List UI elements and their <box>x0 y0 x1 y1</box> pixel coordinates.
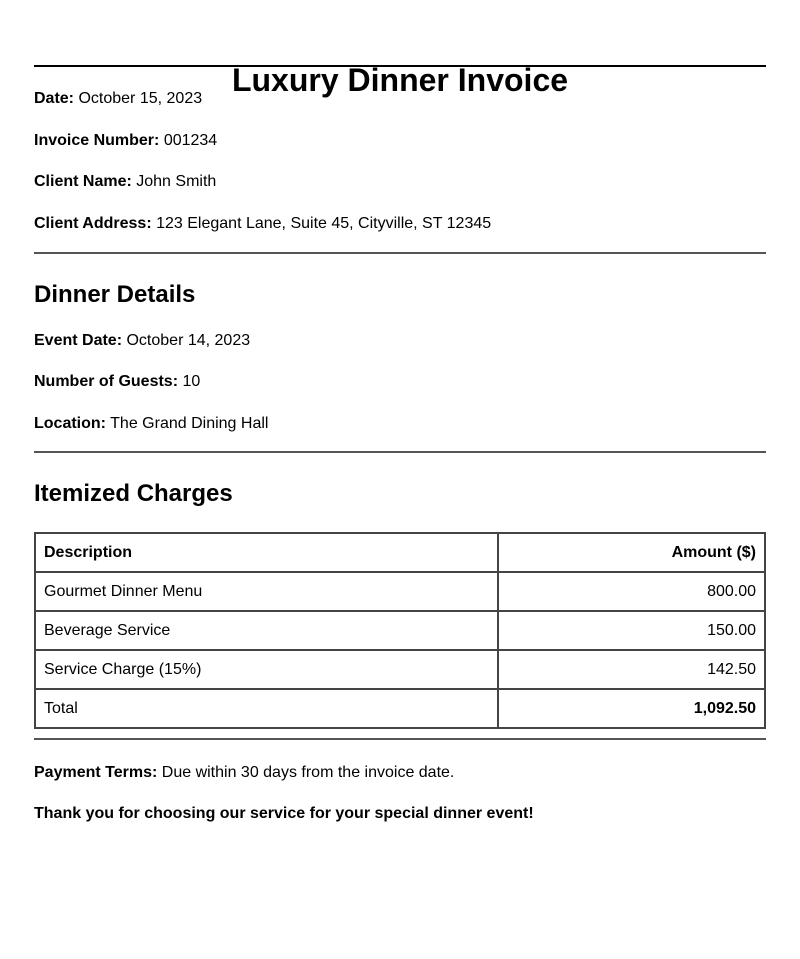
total-label: Total <box>35 689 498 728</box>
row-amount: 150.00 <box>498 611 765 650</box>
invoice-number-value: 001234 <box>163 132 218 149</box>
event-date-label: Event Date: <box>34 332 123 349</box>
charges-table <box>34 532 766 729</box>
dinner-details-heading: Dinner Details <box>34 281 196 308</box>
row-amount: 142.50 <box>498 650 765 689</box>
table-row <box>35 572 765 611</box>
client-name-field <box>34 172 766 192</box>
date-value: October 15, 2023 <box>78 90 203 107</box>
client-address-value: 123 Elegant Lane, Suite 45, Cityville, ST 12345 <box>156 215 492 232</box>
guests-label: Number of Guests: <box>34 373 179 390</box>
payment-terms-label: Payment Terms: <box>34 764 158 781</box>
client-address-field <box>34 214 766 234</box>
payment-terms-value: Due within 30 days from the invoice date. <box>161 764 455 781</box>
guests-field <box>34 372 766 392</box>
date-label: Date: <box>34 90 75 107</box>
location-value: The Grand Dining Hall <box>110 415 269 432</box>
thank-you-note: Thank you for choosing our service for your special dinner event! <box>34 805 534 822</box>
table-row <box>35 611 765 650</box>
location-label: Location: <box>34 415 106 432</box>
invoice-number-label: Invoice Number: <box>34 132 160 149</box>
event-date-value: October 14, 2023 <box>126 332 251 349</box>
client-address-label: Client Address: <box>34 215 152 232</box>
client-name-label: Client Name: <box>34 173 132 190</box>
invoice-page <box>34 0 766 824</box>
amount-column-header: Amount ($) <box>498 533 765 572</box>
table-row <box>35 650 765 689</box>
row-description: Gourmet Dinner Menu <box>35 572 498 611</box>
total-amount: 1,092.50 <box>498 689 765 728</box>
payment-terms-field <box>34 763 766 783</box>
row-description: Service Charge (15%) <box>35 650 498 689</box>
invoice-number-field <box>34 131 766 151</box>
row-amount: 800.00 <box>498 572 765 611</box>
invoice-title: Luxury Dinner Invoice <box>231 62 569 98</box>
guests-value: 10 <box>182 373 201 390</box>
description-column-header: Description <box>35 533 498 572</box>
total-row <box>35 689 765 728</box>
table-header-row <box>35 533 765 572</box>
event-date-field <box>34 331 766 351</box>
itemized-charges-heading: Itemized Charges <box>34 480 233 507</box>
row-description: Beverage Service <box>35 611 498 650</box>
location-field <box>34 414 766 434</box>
client-name-value: John Smith <box>136 173 217 190</box>
